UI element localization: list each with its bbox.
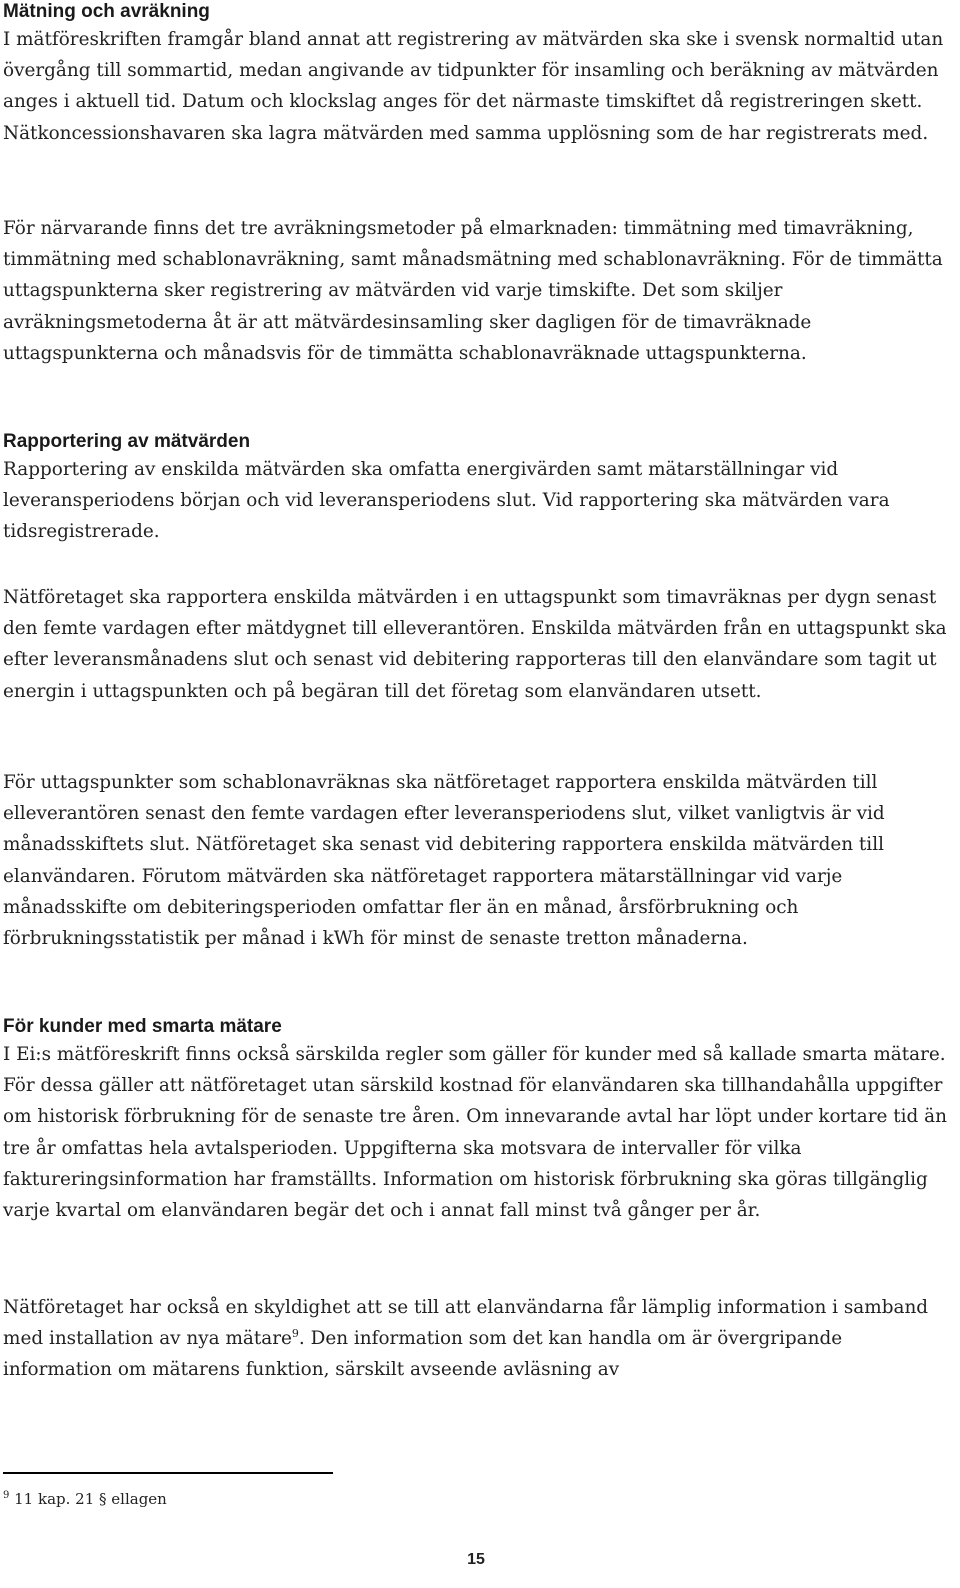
section-rapportering-p3 [3,767,955,954]
paragraph-text: Nätföretaget har också en skyldighet att se till att elanvändarna får lämplig information i samband med installation av nya mätare [3,1297,929,1350]
footnote-divider [3,1472,333,1474]
footnote-reference: 9 [291,1327,299,1341]
footnote-marker: 9 [3,1490,10,1501]
paragraph: I mätföreskriften framgår bland annat att registrering av mätvärden ska ske i svensk normaltid utan övergång till sommartid, medan angivande av tidpunkter för insamling och beräkning av mätvärden anges i aktuell tid. Datum och klockslag anges för det närmaste timskiftet då registreringen skett. Nätkoncessionshavaren ska lagra mätvärden med samma upplösning som de har registrerats med. [3,29,944,144]
paragraph: För närvarande finns det tre avräkningsmetoder på elmarknaden: timmätning med timavräkning, timmätning med schablonavräkning, samt månadsmätning med schablonavräkning. För de timmätta uttagspunkterna sker registrering av mätvärden vid varje timskifte. Det som skiljer avräkningsmetoderna åt är att mätvärdesinsamling sker dagligen för de timavräknade uttagspunkterna och månadsvis för de timmätta schablonavräknade uttagspunkterna. [3,218,943,364]
section-heading: Rapportering av mätvärden [3,431,251,452]
section-matning-cont [3,213,955,369]
footnote [3,1490,167,1508]
section-smarta-matare-p2 [3,1292,955,1386]
paragraph: För uttagspunkter som schablonavräknas ska nätföretaget rapportera enskilda mätvärden till elleverantören senast den femte vardagen efter leveransperiodens slut, vilket vanligtvis är vid månadsskiftets slut. Nätföretaget ska senast vid debitering rapportera enskilda mätvärden till elanvändaren. Förutom mätvärden ska nätföretaget rapportera mätarställningar vid varje månadsskifte om debiteringsperioden omfattar fler än en månad, årsförbrukning och förbrukningsstatistik per månad i kWh för minst de senaste tretton månaderna. [3,772,885,950]
footnote-text: 11 kap. 21 § ellagen [9,1490,167,1508]
paragraph: I Ei:s mätföreskrift finns också särskilda regler som gäller för kunder med så kallade smarta mätare. För dessa gäller att nätföretaget utan särskild kostnad för elanvändaren ska tillhandahålla uppgifter om historisk förbrukning för de senaste tre åren. Om innevarande avtal har löpt under kortare tid än tre år omfattas hela avtalsperioden. Uppgifterna ska motsvara de intervaller för vilka faktureringsinformation har framställts. Information om historisk förbrukning ska göras tillgänglig varje kvartal om elanvändaren begär det och i annat fall minst två gånger per år. [3,1044,947,1222]
paragraph: Rapportering av enskilda mätvärden ska omfatta energivärden samt mätarställningar vid leveransperiodens början och vid leveransperiodens slut. Vid rapportering ska mätvärden vara tidsregistrerade. [3,459,890,543]
section-matning [3,0,955,149]
section-smarta-matare [3,1015,955,1226]
page-number: 15 [467,1551,485,1568]
paragraph [3,1292,955,1386]
paragraph-text: . Den information som det kan handla om är övergripande information om mätarens funktion, särskilt avseende avläsning av [3,1328,843,1381]
section-rapportering-p2 [3,582,955,707]
section-rapportering [3,430,955,548]
section-heading: Mätning och avräkning [3,1,210,22]
paragraph: Nätföretaget ska rapportera enskilda mätvärden i en uttagspunkt som timavräknas per dygn senast den femte vardagen efter mätdygnet till elleverantören. Enskilda mätvärden från en uttagspunkt ska efter leveransmånadens slut och senast vid debitering rapporteras till den elanvändare som tagit ut energin i uttagspunkten och på begäran till det företag som elanvändaren utsett. [3,587,947,702]
section-heading: För kunder med smarta mätare [3,1016,282,1037]
